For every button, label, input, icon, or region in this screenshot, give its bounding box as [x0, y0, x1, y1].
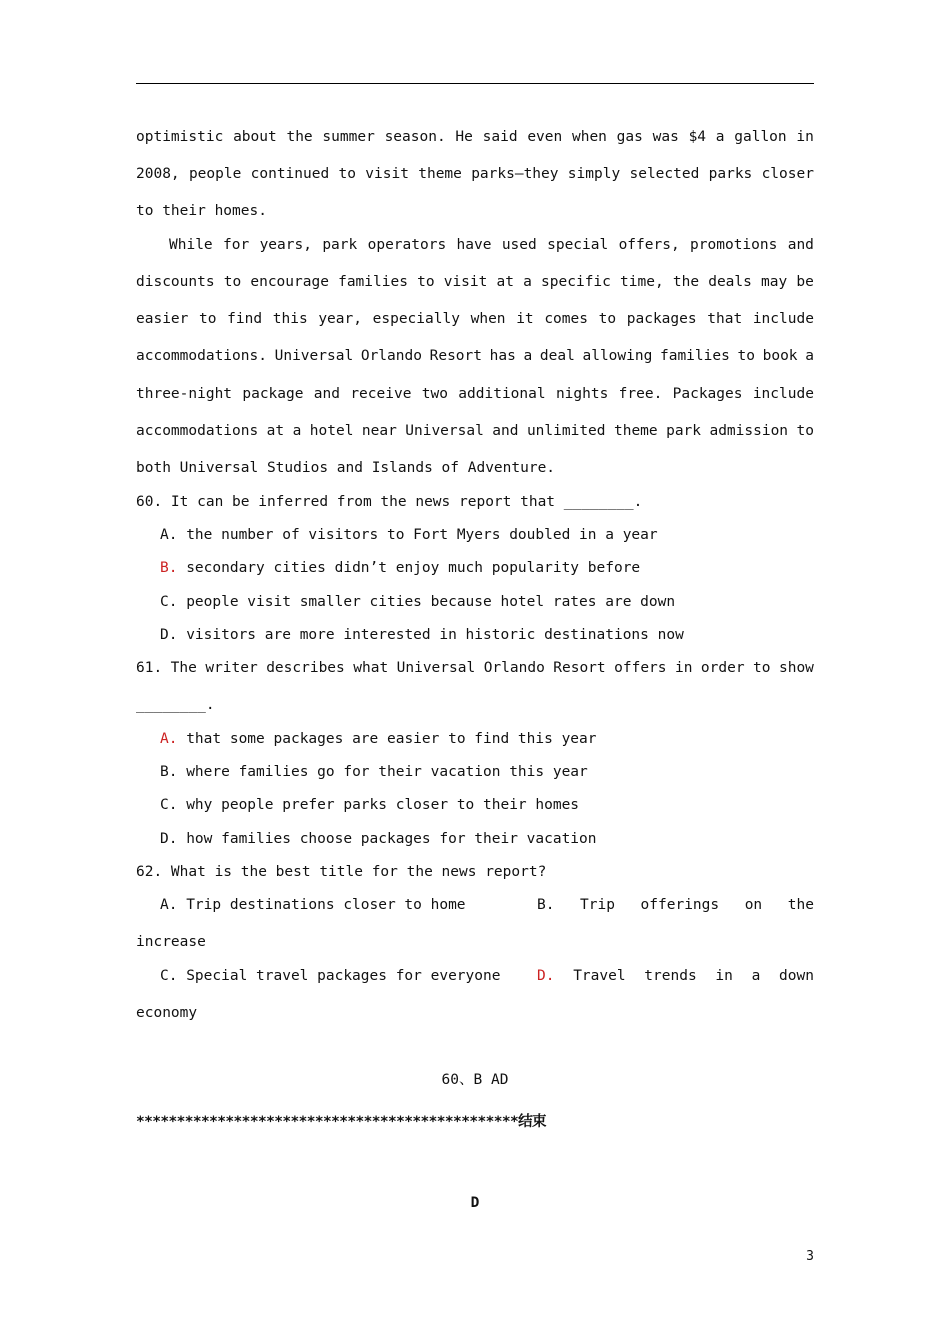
passage-line-6	[136, 310, 814, 328]
word: this	[272, 311, 308, 327]
word: He	[455, 129, 473, 145]
word: encourage	[250, 274, 329, 290]
word: free.	[618, 386, 663, 402]
word: families	[659, 348, 730, 364]
word: for	[223, 237, 250, 253]
word: closer	[761, 166, 814, 182]
word: receive	[350, 386, 412, 402]
q60-option-c: C. people visit smaller cities because hotel rates are down	[160, 594, 676, 610]
word: unlimited	[526, 423, 606, 439]
passage-line-4	[136, 236, 814, 254]
word: to	[223, 274, 242, 290]
word: to	[796, 423, 814, 439]
word: to	[417, 274, 435, 290]
word: years,	[259, 237, 312, 253]
word: the	[672, 274, 700, 290]
word: offers,	[618, 237, 680, 253]
word: continued	[250, 166, 330, 182]
word: include	[752, 311, 814, 327]
q62-option-a: A. Trip destinations closer to home	[160, 897, 466, 913]
passage-line-1	[136, 128, 814, 146]
q60-option-d: D. visitors are more interested in historic destinations now	[160, 627, 684, 643]
word: to	[338, 166, 356, 182]
question-62-stem: 62. What is the best title for the news report?	[136, 864, 547, 880]
word: to	[753, 660, 771, 676]
q62-option-b-wrap: increase	[136, 934, 206, 950]
word: a	[523, 348, 533, 364]
q62-option-c: C. Special travel packages for everyone	[160, 968, 501, 984]
word: that	[707, 311, 743, 327]
word: easier	[136, 311, 189, 327]
word: parks—they	[471, 166, 559, 182]
passage-line-7	[136, 347, 814, 365]
answer-mark: D.	[537, 968, 555, 984]
word: package	[242, 386, 304, 402]
word: about	[233, 129, 277, 145]
page-number: 3	[806, 1249, 814, 1264]
word: admission	[709, 423, 789, 439]
word: to	[598, 311, 617, 327]
word: accommodations	[136, 423, 259, 439]
word: at	[496, 274, 514, 290]
word: season.	[384, 129, 446, 145]
word: Packages	[672, 386, 743, 402]
word: a	[715, 129, 725, 145]
passage-line-9	[136, 422, 814, 440]
word: order	[700, 660, 745, 676]
word: offers	[614, 660, 667, 676]
word: nights	[555, 386, 609, 402]
word: deal	[539, 348, 575, 364]
word: time,	[620, 274, 664, 290]
word: promotions	[690, 237, 778, 253]
word: to	[737, 348, 755, 364]
word: packages	[626, 311, 697, 327]
word: when	[470, 311, 506, 327]
word: accommodations.	[136, 348, 267, 364]
word: gallon	[734, 129, 787, 145]
word: a	[805, 348, 814, 364]
word: has	[489, 348, 516, 364]
word: 2008,	[136, 166, 180, 182]
word: discounts	[136, 274, 215, 290]
q61-option-c: C. why people prefer parks closer to their homes	[160, 797, 580, 813]
word: Orlando	[483, 660, 545, 676]
word: park	[666, 423, 702, 439]
word: Resort	[553, 660, 606, 676]
q60-option-a: A. the number of visitors to Fort Myers doubled in a year	[160, 527, 658, 543]
answer-mark: A.	[160, 731, 178, 747]
word: theme	[613, 423, 658, 439]
word: people	[188, 166, 242, 182]
word: said	[482, 129, 518, 145]
word: writer	[205, 660, 258, 676]
word: $4	[688, 129, 707, 145]
word: in	[674, 660, 693, 676]
word: was	[652, 129, 679, 145]
word: summer	[322, 129, 375, 145]
word: two	[421, 386, 448, 402]
question-60-stem: 60. It can be inferred from the news report that ________.	[136, 494, 643, 510]
word: it	[516, 311, 534, 327]
word: optimistic	[136, 129, 224, 145]
q61-option-a: A. that some packages are easier to find this year	[160, 731, 597, 747]
word: and	[492, 423, 519, 439]
word: show	[778, 660, 814, 676]
word: especially	[372, 311, 460, 327]
word: may	[761, 274, 788, 290]
word: allowing	[582, 348, 653, 364]
word: to	[199, 311, 217, 327]
word: theme	[418, 166, 462, 182]
word: include	[752, 386, 814, 402]
word: deals	[708, 274, 752, 290]
word: families	[338, 274, 408, 290]
q61-option-b: B. where families go for their vacation this year	[160, 764, 588, 780]
word: specific	[541, 274, 611, 290]
word: what	[353, 660, 389, 676]
word: gas	[616, 129, 643, 145]
passage-line-2	[136, 165, 814, 183]
passage-line-10: both Universal Studios and Islands of Adventure.	[136, 460, 556, 476]
word: visit	[443, 274, 488, 290]
word: Universal	[396, 660, 476, 676]
word: Orlando	[360, 348, 422, 364]
word: a	[292, 423, 302, 439]
word: three-night	[136, 386, 233, 402]
word: operators	[367, 237, 447, 253]
q62-option-d-wrap: economy	[136, 1005, 198, 1021]
word: book	[762, 348, 798, 364]
q62-option-d: D. Travel trends in a down	[537, 968, 814, 984]
word: near	[361, 423, 397, 439]
word: used	[501, 237, 537, 253]
word: at	[266, 423, 285, 439]
word: hotel	[309, 423, 354, 439]
passage-line-3: to their homes.	[136, 203, 267, 219]
end-marker: ***********************************************结束	[136, 1114, 546, 1130]
answer-mark: B.	[160, 560, 178, 576]
question-61-stem	[136, 659, 814, 677]
word: find	[227, 311, 263, 327]
word: The	[170, 660, 197, 676]
word: visit	[365, 166, 409, 182]
word: be	[796, 274, 814, 290]
word: when	[571, 129, 607, 145]
passage-line-8	[136, 385, 814, 403]
word: comes	[544, 311, 588, 327]
passage-line-5	[136, 273, 814, 291]
word: additional	[458, 386, 546, 402]
word: park	[322, 237, 358, 253]
section-label: D	[470, 1195, 480, 1211]
word: selected	[629, 166, 700, 182]
word: special	[547, 237, 609, 253]
word: and	[313, 386, 340, 402]
q61-option-d: D. how families choose packages for their vacation	[160, 831, 597, 847]
word: parks	[708, 166, 753, 182]
word: While	[169, 237, 213, 253]
q62-option-b: B. Trip offerings on the	[537, 897, 814, 913]
word: year,	[318, 311, 362, 327]
q60-option-b: B. secondary cities didn’t enjoy much popularity before	[160, 560, 641, 576]
word: the	[286, 129, 313, 145]
word: have	[456, 237, 492, 253]
word: Resort	[429, 348, 482, 364]
header-rule	[136, 83, 814, 84]
answer-key: 60、B AD	[441, 1072, 509, 1088]
word: Universal	[405, 423, 484, 439]
word: even	[527, 129, 563, 145]
word: Universal	[274, 348, 354, 364]
word: describes	[266, 660, 345, 676]
word: 61.	[136, 660, 163, 676]
word: simply	[567, 166, 621, 182]
word: and	[787, 237, 814, 253]
question-61-stem-cont: ________.	[136, 697, 215, 713]
word: a	[523, 274, 532, 290]
word: in	[796, 129, 814, 145]
